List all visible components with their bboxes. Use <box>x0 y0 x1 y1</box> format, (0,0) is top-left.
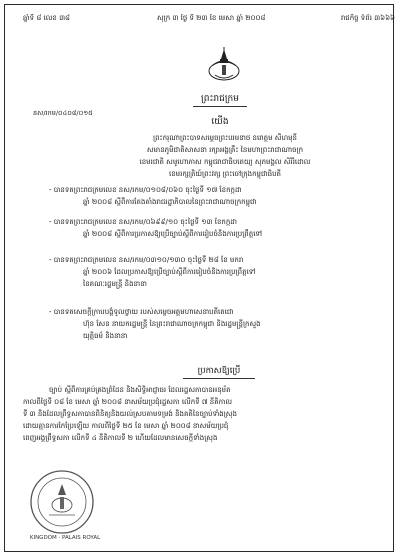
bullet-line: ឆ្នាំ ២០០៨ ស្តីពីការប្រកាសឱ្យប្រើច្បាប់ស្តីពីការរៀបចំនិងការប្រព្រឹត្តទៅ <box>83 230 263 238</box>
gazette-date: សុក្រ ៣ ថ្ងៃ ទី ២៣ ខែ មេសា ឆ្នាំ ២០០៨ <box>157 14 266 22</box>
paragraph-line: ពេញអង្គព្រឹទ្ធសភា លើកទី ៤ នីតិកាលទី ២ ហើយដែលមានសេចក្តីទាំងស្រុង <box>23 434 218 442</box>
bullet-line: យុត្តិធម៌ និងនានា <box>83 332 128 340</box>
gazette-page: រាជកិច្ច ទំព័រ ៣៦៦៦ <box>340 14 395 22</box>
paragraph-line: ច្បាប់ ស្តីពីការគ្រប់គ្រងព្រំដែន និងសិទ្ធិអាជ្ញាធរ ដែលរដ្ឋសភាបានអនុម័ត <box>49 386 231 394</box>
royal-seal-icon <box>27 467 97 537</box>
title-underline <box>193 106 247 107</box>
section-title: ប្រកាសឱ្យប្រើ <box>197 366 241 376</box>
bullet-line: ឆ្នាំ ២០០៨ ស្តីពីការតែងតាំងរាជរដ្ឋាភិបាលនៃព្រះរាជាណាចក្រកម្ពុជា <box>83 198 257 206</box>
royal-emblem-icon <box>203 43 245 85</box>
bullet-line: - បានទតព្រះរាជក្រមលេខ នស/រកម/០១០៨/០៦០ ចុះថ្ងៃទី ១៧ ខែកក្កដា <box>49 186 242 194</box>
bullet-line: - បានទតព្រះរាជក្រមលេខ នស/រកម/០៣១០/១៣០ ចុះថ្ងៃទី ២៨ ខែ មករា <box>49 256 244 264</box>
bullet-line: ឆ្នាំ ២០០៦ ដែលប្រកាសឱ្យប្រើច្បាប់ស្តីពីការរៀបចំនិងការប្រព្រឹត្តទៅ <box>83 268 256 276</box>
section-underline <box>183 378 255 379</box>
bullet-line: ហ៊ុន សែន នាយករដ្ឋមន្ត្រី នៃព្រះរាជាណាចក្រកម្ពុជា និងរដ្ឋមន្ត្រីក្រសួង <box>83 320 261 328</box>
paragraph-line: ទី ៣ និងដែលព្រឹទ្ធសភាបានពិនិត្យនិងយល់ស្របតាមទម្រង់ និងគតិនៃច្បាប់ទាំងស្រុង <box>23 410 237 418</box>
bullet-line: នៃគណៈរដ្ឋមន្ត្រី និងនានា <box>83 280 147 288</box>
intro-line: ខេមរជាតិ សមូហោភាស កម្ពុជរាជាធិបតេយ្យ សុភមង្គល សិរីរំដោល <box>139 158 311 166</box>
bullet-line: - បានទតព្រះរាជក្រមលេខ នស/រកម/០៦៩៩/១០ ចុះថ្ងៃទី ១៣ ខែកក្កដា <box>49 218 237 226</box>
gazette-issue: ឆ្នាំទី ៨ លេខ ៣៨ <box>23 14 71 22</box>
document-page <box>4 4 394 552</box>
intro-line: ព្រះករុណាព្រះបាទសម្តេចព្រះបរមនាថ នរោត្តម សីហមុនី <box>152 134 297 142</box>
paragraph-line: ដោយគ្មានការកែប្រែឡើយ កាលពីថ្ងៃទី ២៥ ខែ មេសា ឆ្នាំ ២០០៨ នាសម័យប្រជុំ <box>23 422 229 430</box>
document-title: ព្រះរាជក្រម <box>201 94 239 104</box>
intro-line: ខេមរក្សត្រិយ៍ព្រះវត្ស ព្រះចៅក្រុងកម្ពុជាធិបតី <box>169 170 281 178</box>
bullet-line: - បានទតសេចក្តីក្រាបបង្គំទូលថ្វាយ របស់សម្តេចអគ្គមហាសេនាបតីតេជោ <box>49 308 234 316</box>
intro-line: សមានភូមិជាតិសាសនា រក្សាអង្គគ្រឹះ នៃមហាព្រះរាជាណាចក្រ <box>146 146 304 154</box>
sub-title: យើង <box>211 117 229 127</box>
seal-label: KINGDOM · PALAIS ROYAL <box>29 535 101 541</box>
paragraph-line: កាលពីថ្ងៃទី ០៨ ខែ មេសា ឆ្នាំ ២០០៨ នាសម័យប្រជុំរដ្ឋសភា លើកទី ៧ នីតិកាល <box>23 398 233 406</box>
reference-number: នស/រកម/០៤០៨/០១៥ <box>33 109 93 117</box>
